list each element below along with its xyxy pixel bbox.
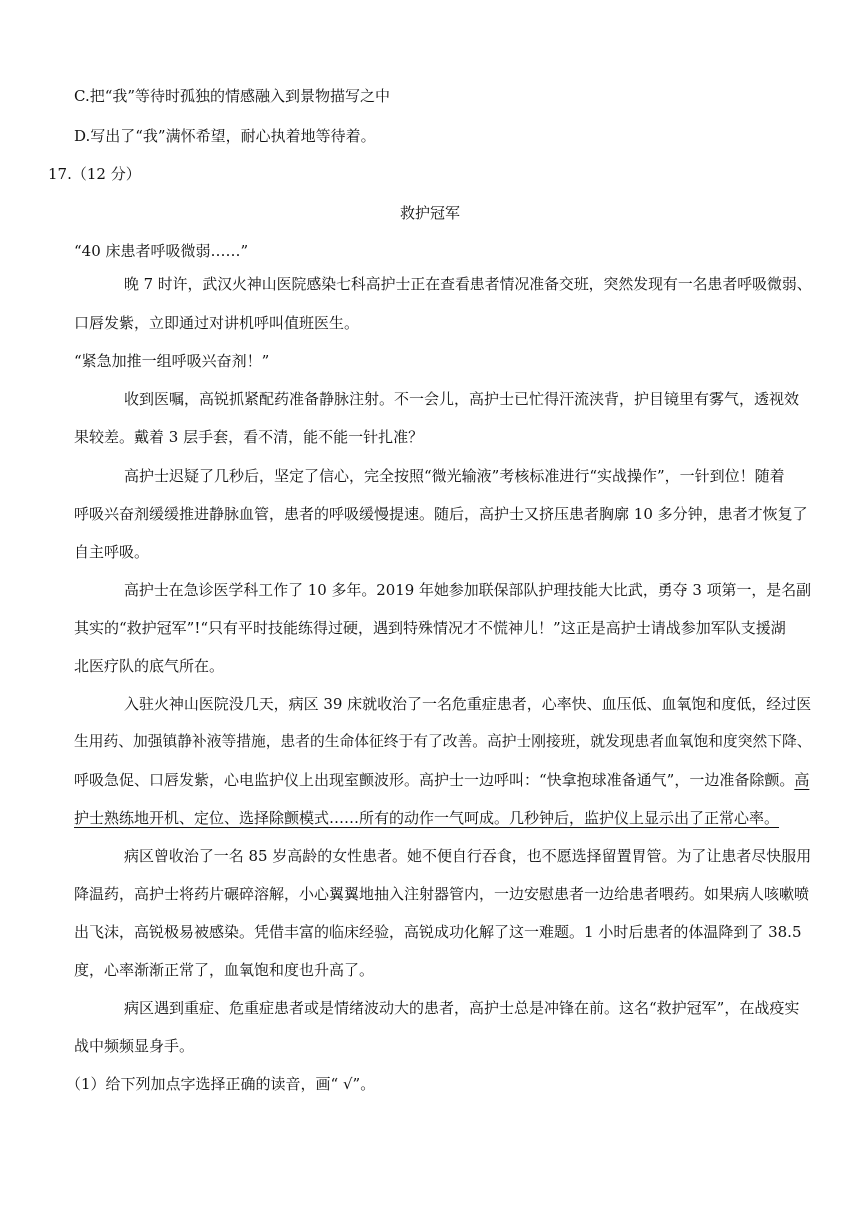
paragraph-5-line-2: 生用药、加强镇静补液等措施，患者的生命体征终于有了改善。高护士刚接班，就发现患者血氧饱和度突然下降、 bbox=[74, 733, 812, 750]
dialogue-quote-2: “紧急加推一组呼吸兴奋剂！” bbox=[74, 352, 270, 370]
underlined-sentence: 护士熟练地开机、定位、选择除颤模式……所有的动作一气呵成。几秒钟后，监护仪上显示出了正常心率。 bbox=[74, 809, 780, 827]
option-d: D.写出了“我”满怀希望，耐心执着地等待着。 bbox=[74, 127, 376, 145]
paragraph-6-line-2: 降温药，高护士将药片碾碎溶解，小心翼翼地抽入注射器管内，一边安慰患者一边给患者喂药。如果病人咳嗽喷 bbox=[74, 885, 810, 903]
paragraph-4-line-2: 其实的“救护冠军”!“只有平时技能练得过硬，遇到特殊情况才不慌神儿！”这正是高护士请战参加军队支援湖 bbox=[74, 619, 786, 637]
subquestion-1: （1）给下列加点字选择正确的读音，画“ √”。 bbox=[66, 1075, 376, 1093]
paragraph-6-line-4: 度，心率渐渐正常了，血氧饱和度也升高了。 bbox=[74, 961, 375, 979]
paragraph-3-line-3: 自主呼吸。 bbox=[74, 543, 150, 561]
paragraph-3-line-2: 呼吸兴奋剂缓缓推进静脉血管，患者的呼吸缓慢提速。随后，高护士又挤压患者胸廓 10 多分钟，患者才恢复了 bbox=[74, 505, 808, 523]
paragraph-2-line-1: 收到医嘱，高锐抓紧配药准备静脉注射。不一会儿，高护士已忙得汗流浃背，护目镜里有雾气，透视效 bbox=[124, 390, 800, 408]
paragraph-7-line-2: 战中频频显身手。 bbox=[74, 1037, 195, 1055]
paragraph-1-line-1: 晚 7 时许，武汉火神山医院感染七科高护士正在查看患者情况准备交班，突然发现有一名患者呼吸微弱、 bbox=[124, 275, 812, 293]
paragraph-1-line-2: 口唇发紫，立即通过对讲机呼叫值班医生。 bbox=[74, 314, 360, 332]
underlined-sentence-start: 高 bbox=[794, 771, 810, 789]
passage-title: 救护冠军 bbox=[399, 204, 460, 222]
question-17-header: 17.（12 分） bbox=[48, 165, 141, 183]
paragraph-4-line-1: 高护士在急诊医学科工作了 10 多年。2019 年她参加联保部队护理技能大比武，勇夺 3 项第一，是名副 bbox=[124, 581, 812, 599]
paragraph-5-line-3 bbox=[74, 770, 809, 790]
paragraph-6-line-3: 出飞沫，高锐极易被感染。凭借丰富的临床经验，高锐成功化解了这一难题。1 小时后患者的体温降到了 38.5 bbox=[74, 923, 802, 941]
paragraph-2-line-2: 果较差。戴着 3 层手套，看不清，能不能一针扎准？ bbox=[74, 428, 424, 446]
paragraph-6-line-1: 病区曾收治了一名 85 岁高龄的女性患者。她不便自行吞食，也不愿选择留置胃管。为了让患者尽快服用 bbox=[124, 847, 812, 865]
paragraph-4-line-3: 北医疗队的底气所在。 bbox=[74, 657, 225, 675]
option-c: C.把“我”等待时孤独的情感融入到景物描写之中 bbox=[74, 87, 391, 105]
paragraph-5-line-3-text: 呼吸急促、口唇发紫，心电监护仪上出现室颤波形。高护士一边呼叫：“快拿抱球准备通气”，一边准备除颤。 bbox=[74, 771, 795, 789]
paragraph-5-line-1: 入驻火神山医院没几天，病区 39 床就收治了一名危重症患者，心率快、血压低、血氧饱和度低，经过医 bbox=[124, 695, 812, 713]
paragraph-7-line-1: 病区遇到重症、危重症患者或是情绪波动大的患者，高护士总是冲锋在前。这名“救护冠军”，在战疫实 bbox=[124, 999, 800, 1017]
paragraph-3-line-1: 高护士迟疑了几秒后，坚定了信心，完全按照“微光输液”考核标准进行“实战操作”，一针到位！随着 bbox=[124, 467, 785, 485]
dialogue-quote-1: “40 床患者呼吸微弱……” bbox=[74, 242, 249, 260]
